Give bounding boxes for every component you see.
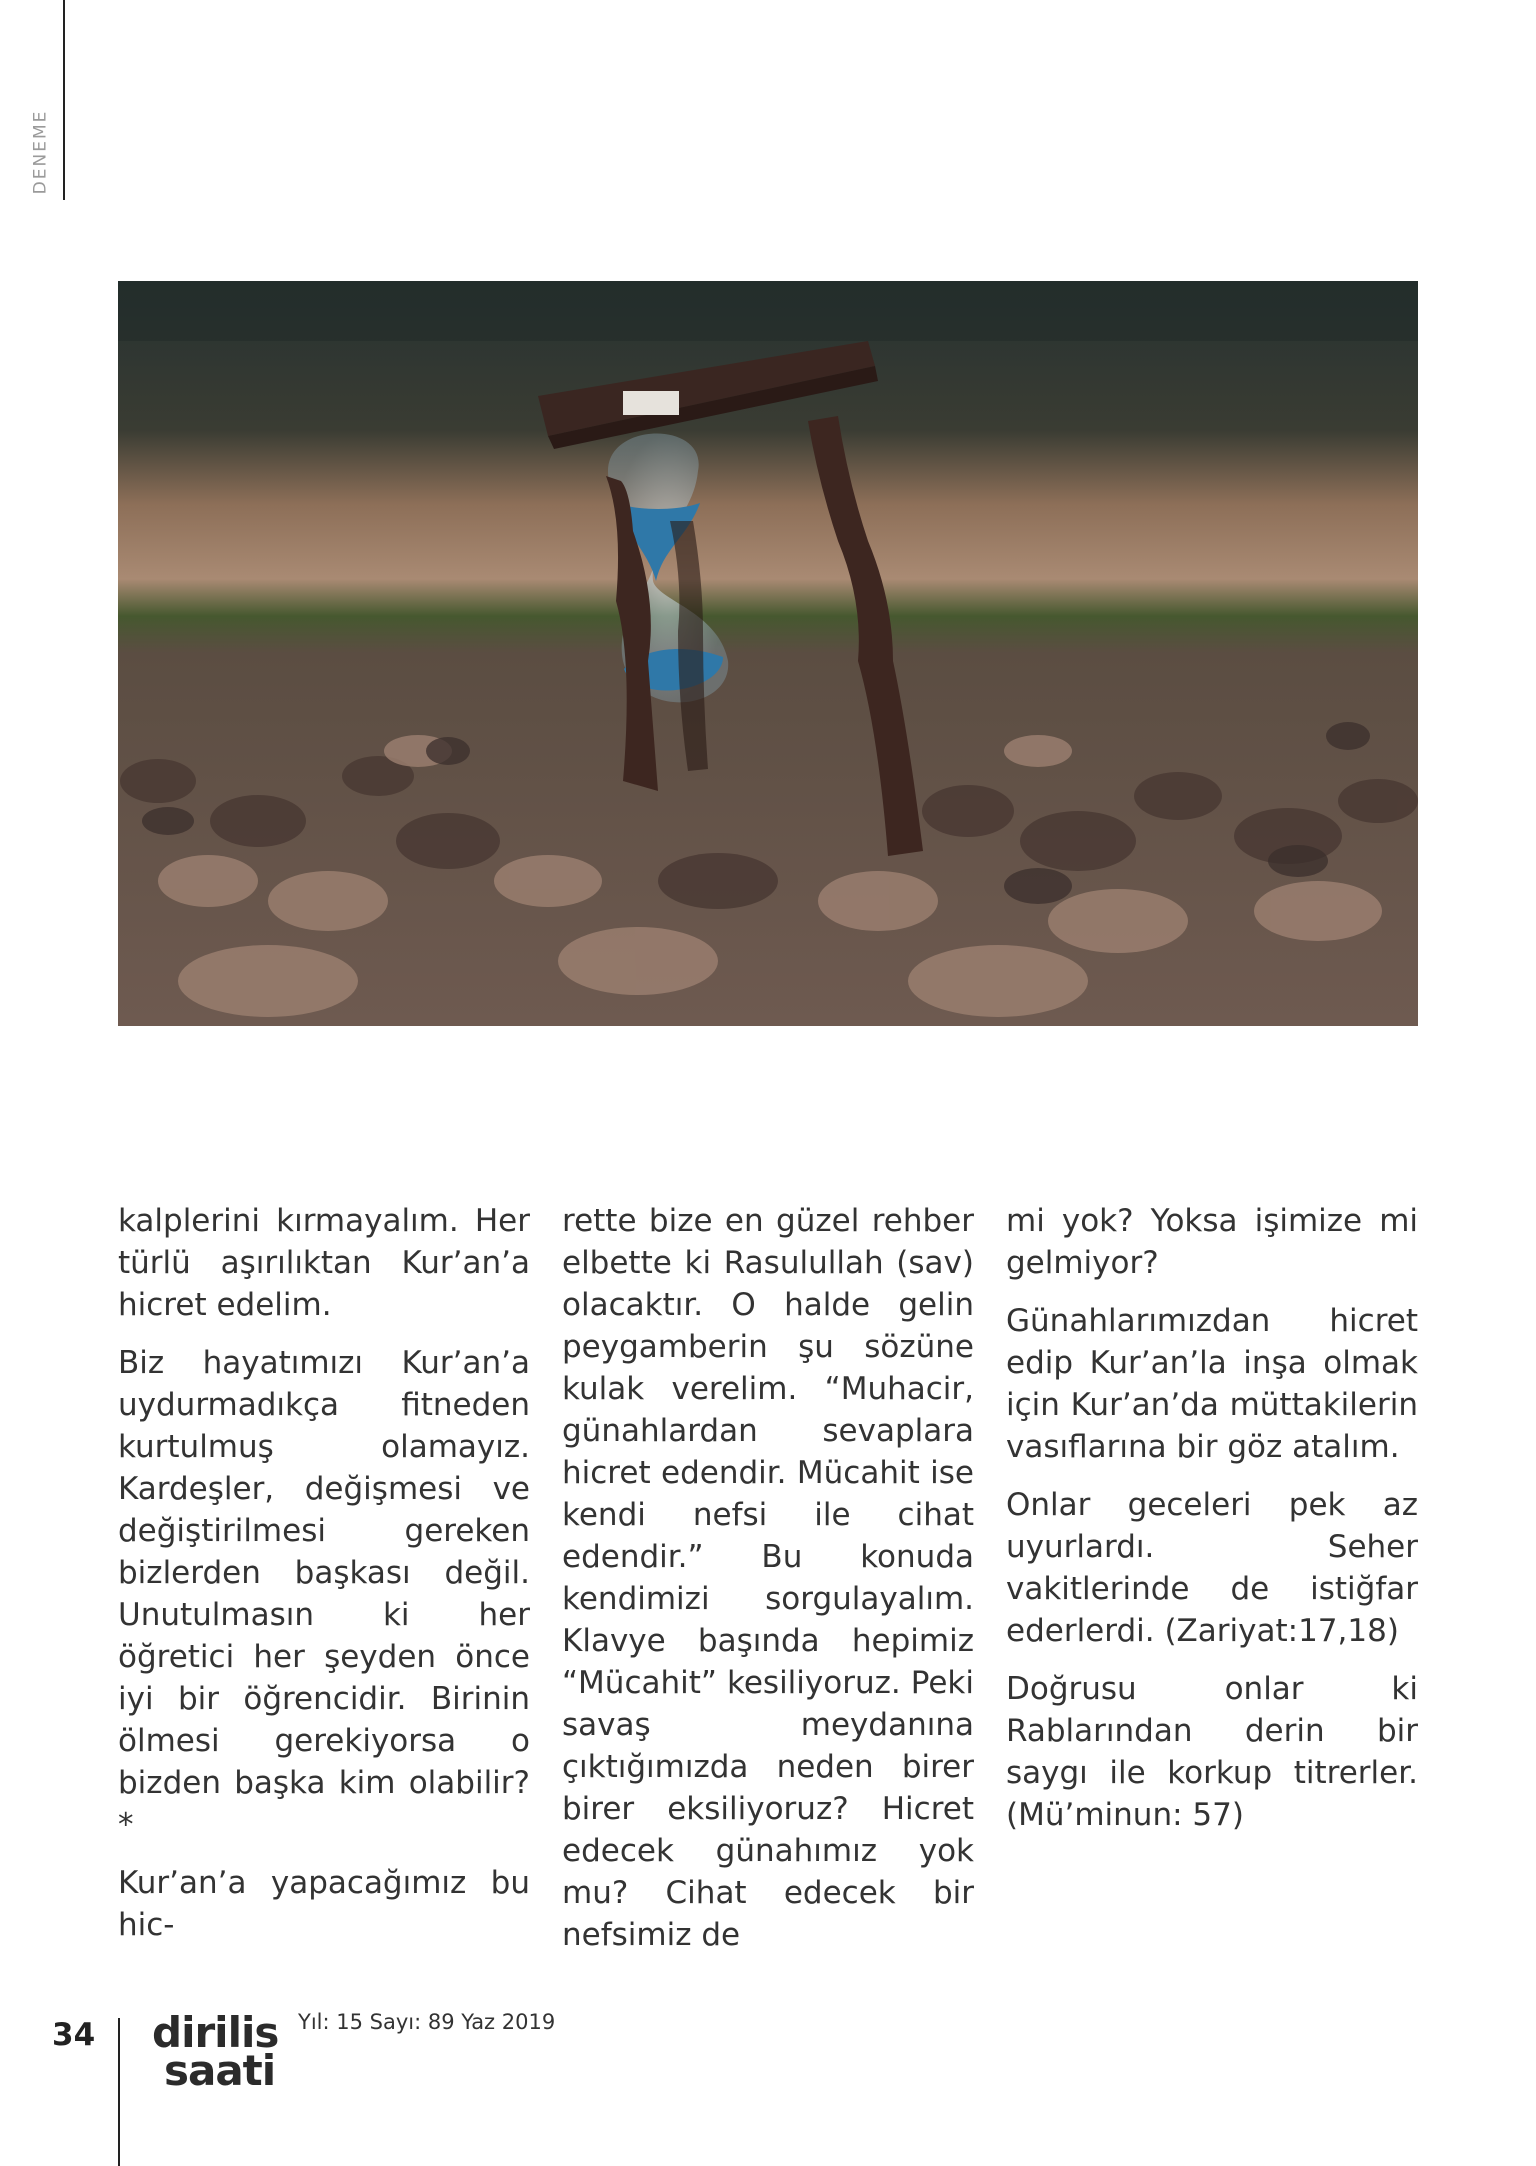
paragraph: mi yok? Yoksa işimize mi gelmiyor?	[1006, 1203, 1418, 1281]
footer-divider	[118, 2018, 120, 2166]
logo-line-2: saati	[164, 2046, 276, 2095]
paragraph: Onlar geceleri pek az uyurlardı. Seher vakitlerinde de istiğfar ederlerdi. (Zariyat:17,18)	[1006, 1487, 1418, 1649]
column-2	[562, 1200, 974, 1972]
column-3	[1006, 1200, 1418, 1972]
section-label-text: DENEME	[30, 109, 51, 195]
paragraph: rette bize en güzel rehber elbette ki Rasulullah (sav) olacaktır. O halde gelin peygamberin şu sözüne kulak verelim. “Muhacir, günahlardan sevaplara hicret edendir. Mücahit ise kendi nefsi ile cihat edendir.” Bu konuda kendimizi sorgulayalım. Klavye başında hepimiz “Mücahit” kesiliyoruz. Peki savaş meydanına çıktığımızda neden birer birer eksiliyoruz? Hicret edecek günahımız yok mu? Cihat edecek bir nefsimiz de	[562, 1203, 974, 1953]
magazine-logo	[152, 2008, 279, 2095]
paragraph: kalplerini kırmayalım. Her türlü aşırılıktan Kur’an’a hicret edelim.	[118, 1203, 530, 1323]
paragraph: Günahlarımızdan hicret edip Kur’an’la inşa olmak için Kur’an’da müttakilerin vasıflarına bir göz atalım.	[1006, 1303, 1418, 1465]
article-columns	[118, 1200, 1420, 1972]
issue-info: Yıl: 15 Sayı: 89 Yaz 2019	[298, 2010, 556, 2034]
section-label	[20, 108, 68, 200]
section-divider	[63, 0, 65, 200]
hourglass-photo	[118, 281, 1418, 1026]
page-number: 34	[52, 2017, 96, 2053]
logo-line-1: dirilis	[152, 2008, 279, 2057]
column-1	[118, 1200, 530, 1972]
paragraph: Kur’an’a yapacağımız bu hic-	[118, 1865, 530, 1943]
paragraph: Doğrusu onlar ki Rablarından derin bir saygı ile korkup titrerler. (Mü’minun: 57)	[1006, 1671, 1418, 1833]
paragraph: Biz hayatımızı Kur’an’a uydurmadıkça fitneden kurtulmuş olamayız. Kardeşler, değişmesi ve değiştirilmesi gereken bizlerden başkası değil. Unutulmasın ki her öğretici her şeyden önce iyi bir öğrencidir. Birinin ölmesi gerekiyorsa o bizden başka kim olabilir? *	[118, 1345, 530, 1843]
